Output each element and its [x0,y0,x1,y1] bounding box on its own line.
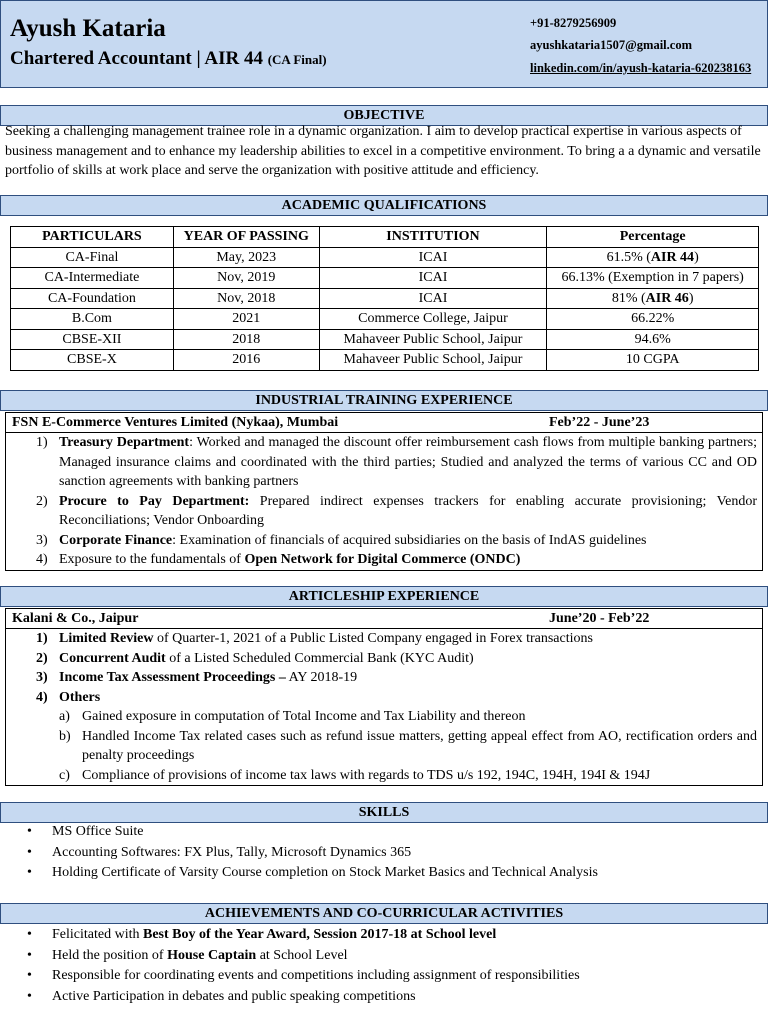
list-item [6,688,762,708]
cell-year: 2016 [173,350,319,371]
item-number: 4) [36,552,48,567]
academics-heading: ACADEMIC QUALIFICATIONS [0,195,768,216]
item-post: at School Level [256,947,348,963]
list-item: • Accounting Softwares: FX Plus, Tally, Microsoft Dynamics 365 [0,843,768,864]
title-small: (CA Final) [267,52,327,67]
sub-list-item [6,727,762,766]
title-main: Chartered Accountant | AIR 44 [10,48,263,69]
cell-particulars: CBSE-X [11,350,174,371]
list-item [6,433,762,492]
table-row [11,350,759,371]
item-pre: Felicitated with [52,927,143,942]
item-number: 1) [36,435,48,450]
table-row [11,247,759,268]
list-item [6,492,762,531]
articleship-heading: ARTICLESHIP EXPERIENCE [0,586,768,607]
cell-percentage [547,268,759,289]
item-bold: House Captain [167,947,257,963]
skills-list [0,822,768,884]
item-bold: Income Tax Assessment Proceedings – [59,670,286,685]
training-box [5,412,763,571]
training-company-row [6,413,762,433]
pct-text: 94.6% [634,331,671,347]
sub-item-letter: b) [59,728,71,744]
articleship-dates: June’20 - Feb’22 [549,611,650,626]
item-text: Prepared indirect expenses trackers for enabling accurate provisioning; Vendor Reconciliations; Vendor Onboarding [59,493,758,528]
item-pre: Active Participation in debates and public speaking competitions [52,988,416,1004]
item-bold: Limited Review [59,631,154,646]
resume-header [0,0,768,88]
item-bold: Corporate Finance [59,532,173,548]
item-bold: Others [59,689,101,705]
table-row [11,288,759,309]
cell-year: May, 2023 [173,247,319,268]
objective-text: Seeking a challenging management trainee role in a dynamic organization. I aim to develop practical expertise in various aspects of business management and to enhance my leadership abilities to excel in a competitive environment. To bring a a dynamic and versatile portfolio of skills at work place and serve the organization with positive attitude and efficiency. [5,124,761,178]
cell-institution: Commerce College, Jaipur [319,309,547,330]
sub-item-text: Compliance of provisions of income tax laws with regards to TDS u/s 192, 194C, 194H, 194I & 194J [82,767,651,783]
cell-particulars: CBSE-XII [11,329,174,350]
phone-number: +91-8279256909 [530,16,617,30]
training-dates: Feb’22 - June’23 [549,415,650,430]
column-header: PARTICULARS [11,227,174,248]
achievements-heading: ACHIEVEMENTS AND CO-CURRICULAR ACTIVITIES [0,903,768,924]
sub-list-item [6,707,762,727]
cell-particulars: CA-Foundation [11,288,174,309]
sub-list-item [6,766,762,786]
cell-particulars: CA-Final [11,247,174,268]
list-item [6,629,762,649]
candidate-title [10,48,327,70]
pct-text: 10 CGPA [625,352,680,368]
training-list [6,433,762,570]
item-number: 4) [36,689,48,705]
cell-particulars: CA-Intermediate [11,268,174,289]
list-item: • Holding Certificate of Varsity Course completion on Stock Market Basics and Technical Analysis [0,863,768,884]
objective-heading: OBJECTIVE [0,105,768,126]
item-bold: Best Boy of the Year Award, Session 2017-18 at School level [142,927,497,942]
achievements-list [0,925,768,1007]
item-pre: Exposure to the fundamentals of [59,552,245,567]
email-address[interactable]: ayushkataria1507@gmail.com [530,38,692,52]
sub-item-text: Handled Income Tax related cases such as refund issue matters, getting appeal effect from AO, rectification orders and penalty proceedings [82,728,757,763]
item-number: 3) [36,532,48,548]
cell-year: Nov, 2018 [173,288,319,309]
cell-percentage [547,329,759,350]
item-number: 2) [36,650,48,666]
list-item [6,531,762,551]
item-bold: Concurrent Audit [59,650,166,666]
item-number: 1) [36,631,48,646]
item-bold: Treasury Department [59,435,190,450]
item-bold: Procure to Pay Department: [59,493,250,509]
cell-year: 2018 [173,329,319,350]
item-bold: Open Network for Digital Commerce (ONDC) [244,552,521,567]
skills-heading: SKILLS [0,802,768,823]
list-item [0,987,768,1008]
item-number: 2) [36,493,48,509]
list-item [6,550,762,570]
cell-year: Nov, 2019 [173,268,319,289]
column-header: Percentage [547,227,759,248]
cell-institution: ICAI [319,247,547,268]
pct-text: 61.5% ( [606,249,651,265]
list-item: • MS Office Suite [0,822,768,843]
list-item [0,966,768,987]
list-item [6,649,762,669]
cell-percentage [547,288,759,309]
table-row [11,329,759,350]
pct-end: ) [688,290,694,306]
pct-bold: AIR 46 [645,290,689,306]
item-number: 3) [36,670,48,685]
articleship-company-row [6,609,762,629]
cell-year: 2021 [173,309,319,330]
articleship-company: Kalani & Co., Jaipur [12,611,139,626]
column-header: INSTITUTION [319,227,547,248]
training-company: FSN E-Commerce Ventures Limited (Nykaa), Mumbai [12,415,339,430]
pct-bold: AIR 44 [650,249,695,265]
cell-percentage [547,247,759,268]
cell-institution: Mahaveer Public School, Jaipur [319,350,547,371]
cell-institution: ICAI [319,268,547,289]
item-text: : Examination of financials of acquired subsidiaries on the basis of IndAS guidelines [172,532,647,548]
sub-item-letter: a) [59,709,70,724]
sub-item-letter: c) [59,767,70,783]
table-row [11,268,759,289]
list-item [0,925,768,946]
articleship-sublist [6,707,762,785]
item-text: AY 2018-19 [285,670,358,685]
cell-institution: ICAI [319,288,547,309]
pct-text: 66.13% (Exemption in 7 papers) [561,270,744,286]
pct-text: 81% ( [611,290,646,306]
pct-end: ) [694,249,699,265]
table-header-row [11,227,759,248]
articleship-box [5,608,763,786]
pct-text: 66.22% [631,311,675,327]
item-pre: Responsible for coordinating events and competitions including assignment of responsibilities [52,968,580,983]
cell-percentage [547,309,759,330]
cell-percentage [547,350,759,371]
list-item [6,668,762,688]
linkedin-link[interactable]: linkedin.com/in/ayush-kataria-620238163 [530,61,752,75]
articleship-list [6,629,762,707]
item-text: of Quarter-1, 2021 of a Public Listed Company engaged in Forex transactions [153,631,593,646]
cell-institution: Mahaveer Public School, Jaipur [319,329,547,350]
cell-particulars: B.Com [11,309,174,330]
column-header: YEAR OF PASSING [173,227,319,248]
sub-item-text: Gained exposure in computation of Total Income and Tax Liability and thereon [82,709,526,724]
table-row [11,309,759,330]
candidate-name: Ayush Kataria [10,15,166,42]
item-text: of a Listed Scheduled Commercial Bank (KYC Audit) [165,650,474,666]
item-pre: Held the position of [52,947,168,963]
training-heading: INDUSTRIAL TRAINING EXPERIENCE [0,390,768,411]
academics-table [10,226,759,371]
item-text: : Worked and managed the discount offer reimbursement cash flows from multiple banking partners; Managed insurance claims and coordinated with the third parties; Studied and analyzed the terms of various CC and OD sanction agreements with banking partners [59,435,757,489]
list-item [0,946,768,967]
